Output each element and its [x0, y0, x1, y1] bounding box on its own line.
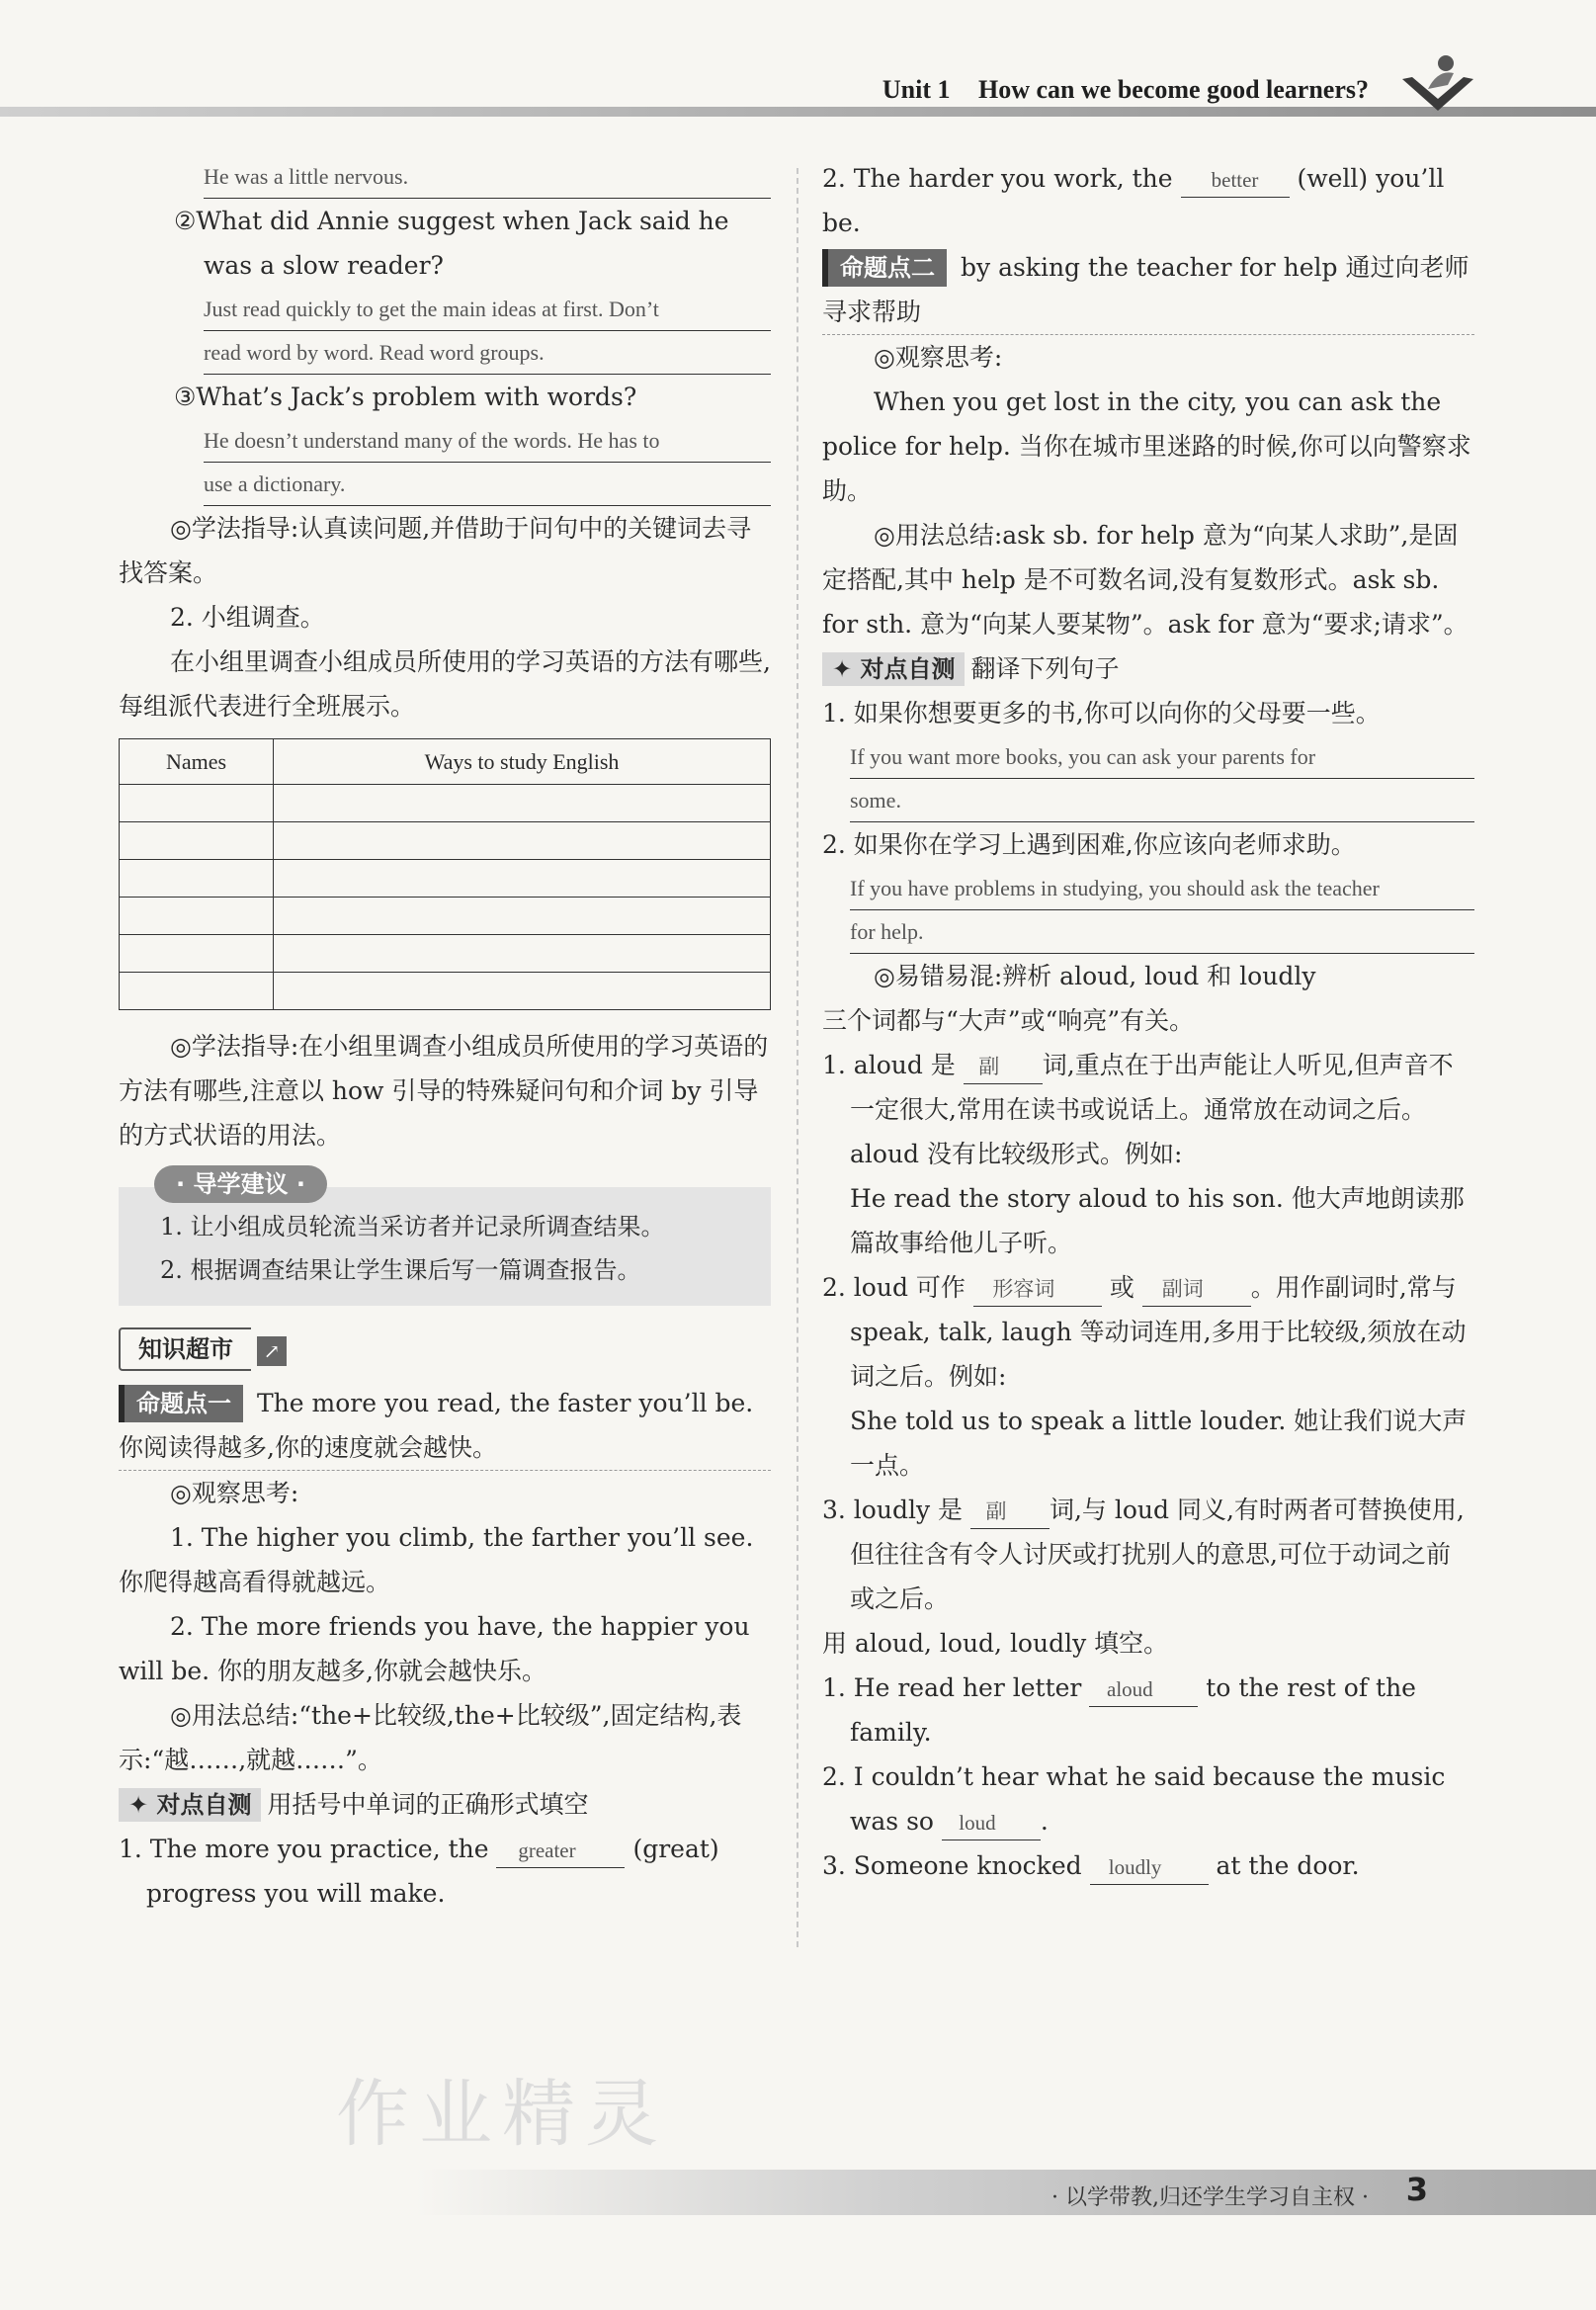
self-test-instruction: 用括号中单词的正确形式填空: [267, 1790, 589, 1819]
header-band: [0, 107, 1596, 117]
answer-line: He doesn’t understand many of the words. He has to: [204, 419, 771, 463]
blank: aloud: [1089, 1672, 1198, 1707]
fill-item-3: 3. Someone knocked loudly at the door.: [822, 1843, 1474, 1888]
answer-line: some.: [850, 779, 1474, 822]
exercise-2: 2. The harder you work, the better (well) you’ll be.: [822, 164, 1445, 237]
advice-tag: · 导学建议 ·: [154, 1165, 327, 1203]
blank: 副词: [1142, 1272, 1251, 1307]
confusion-intro: 三个词都与“大声”或“响亮”有关。: [822, 1006, 1195, 1035]
self-test-header: [822, 646, 1474, 691]
point-text: The more you read, the faster you’ll be. 你阅读得越多,你的速度就会越快。: [119, 1389, 754, 1462]
blank: 副: [964, 1050, 1043, 1084]
unit-title: How can we become good learners?: [978, 75, 1369, 104]
observe-example: 1. The higher you climb, the farther you’ll see. 你爬得越高看得就越远。: [119, 1523, 754, 1596]
right-column: [822, 156, 1474, 1888]
self-test-label: ✦ 对点自测: [822, 652, 965, 686]
confusion-example: He read the story aloud to his son. 他大声地朗读那篇故事给他儿子听。: [850, 1184, 1465, 1257]
page-header: [882, 75, 1369, 105]
unit-label: Unit 1: [882, 75, 951, 104]
usage-summary: ◎用法总结:“the+比较级,the+比较级”,固定结构,表示:“越……,就越……”。: [119, 1701, 742, 1774]
translation-1: 1. 如果你想要更多的书,你可以向你的父母要一些。: [822, 699, 1381, 727]
confusion-example: She told us to speak a little louder. 她让我们说大声一点。: [850, 1407, 1468, 1480]
column-divider: [797, 168, 798, 1947]
answer-line: for help.: [850, 910, 1474, 954]
survey-table: [119, 738, 771, 1010]
question-3: ③What’s Jack’s problem with words?: [174, 383, 637, 411]
table-row: [120, 822, 771, 860]
table-row: [120, 935, 771, 973]
translation-2: 2. 如果你在学习上遇到困难,你应该向老师求助。: [822, 830, 1356, 859]
page-number: 3: [1405, 2171, 1428, 2208]
observe-label: ◎观察思考:: [874, 343, 1003, 372]
confusion-item-2: 2. loud 可作 形容词 或 副词 。用作副词时,常与 speak, talk, laugh 等动词连用,多用于比较级,须放在动词之后。例如:: [822, 1273, 1467, 1391]
answer-line: Just read quickly to get the main ideas at first. Don’t: [204, 288, 771, 331]
answer-line: If you want more books, you can ask your parents for: [850, 735, 1474, 779]
table-row: [120, 898, 771, 935]
point-1: [119, 1381, 771, 1471]
answer-block-2: [204, 288, 771, 375]
usage-summary: ◎用法总结:ask sb. for help 意为“向某人求助”,是固定搭配,其中 help 是不可数名词,没有复数形式。ask sb. for sth. 意为“向某人要某物”。ask for 意为“要求;请求”。: [822, 521, 1469, 639]
blank: 形容词: [973, 1272, 1102, 1307]
survey-description: 在小组里调查小组成员所使用的学习英语的方法有哪些,每组派代表进行全班展示。: [119, 647, 771, 721]
exercise-1: 1. The more you practice, the greater (great) progress you will make.: [119, 1835, 719, 1908]
market-label: 知识超市: [119, 1327, 251, 1371]
table-header-row: [120, 739, 771, 785]
advice-item: 1. 让小组成员轮流当采访者并记录所调查结果。: [160, 1213, 665, 1241]
confusion-item-3: 3. loudly 是 副 词,与 loud 同义,有时两者可替换使用,但往往含有令人讨厌或打扰别人的意思,可位于动词之前或之后。: [822, 1496, 1465, 1613]
answer-block-t2: [850, 867, 1474, 954]
knowledge-market: [119, 1314, 771, 1381]
blank: loud: [942, 1806, 1041, 1840]
observe-example: When you get lost in the city, you can ask the police for help. 当你在城市里迷路的时候,你可以向警察求助。: [822, 387, 1471, 505]
study-guide-2: ◎学法指导:在小组里调查小组成员所使用的学习英语的方法有哪些,注意以 how 引导的特殊疑问句和介词 by 引导的方式状语的用法。: [119, 1032, 769, 1150]
watermark: 作业精灵: [336, 2072, 668, 2157]
blank: greater: [496, 1834, 625, 1868]
study-guide-1: ◎学法指导:认真读问题,并借助于问句中的关键词去寻找答案。: [119, 514, 752, 587]
column-header-ways: Ways to study English: [274, 739, 771, 785]
blank: 副: [970, 1495, 1050, 1529]
fill-item-2: 2. I couldn’t hear what he said because the music was so loud .: [822, 1754, 1474, 1843]
point-text: by asking the teacher for help 通过向老师寻求帮助: [822, 253, 1470, 326]
blank: loudly: [1090, 1850, 1209, 1885]
answer-block-t1: [850, 735, 1474, 822]
table-row: [120, 860, 771, 898]
confusion-title: ◎易错易混:辨析 aloud, loud 和 loudly: [874, 962, 1316, 990]
survey-title: 2. 小组调查。: [170, 603, 325, 632]
answer-line: use a dictionary.: [204, 463, 771, 506]
footer-slogan: · 以学带教,归还学生学习自主权 ·: [1051, 2185, 1369, 2210]
fill-title: 用 aloud, loud, loudly 填空。: [822, 1629, 1169, 1658]
point-tag: 命题点二: [822, 249, 947, 287]
answer-line: If you have problems in studying, you should ask the teacher: [850, 867, 1474, 910]
observe-example: 2. The more friends you have, the happier you will be. 你的朋友越多,你就会越快乐。: [119, 1612, 750, 1685]
arrow-icon: ↗: [257, 1336, 287, 1366]
observe-label: ◎观察思考:: [170, 1479, 299, 1507]
confusion-item-1: 1. aloud 是 副 词,重点在于出声能让人听见,但声音不一定很大,常用在读书或说话上。通常放在动词之后。aloud 没有比较级形式。例如:: [822, 1051, 1454, 1168]
question-2: ②What did Annie suggest when Jack said he was a slow reader?: [174, 207, 729, 280]
self-test-header: [119, 1782, 771, 1827]
advice-box: [119, 1170, 771, 1306]
answer-block-3: [204, 419, 771, 506]
fill-item-1: 1. He read her letter aloud to the rest of the family.: [822, 1673, 1416, 1747]
advice-item: 2. 根据调查结果让学生课后写一篇调查报告。: [160, 1256, 641, 1284]
answer-line: read word by word. Read word groups.: [204, 331, 771, 375]
book-logo-icon: [1398, 49, 1477, 119]
table-row: [120, 973, 771, 1010]
blank: better: [1181, 163, 1290, 198]
column-header-names: Names: [120, 739, 274, 785]
answer-line: He was a little nervous.: [204, 156, 771, 199]
self-test-instruction: 翻译下列句子: [970, 654, 1120, 683]
self-test-label: ✦ 对点自测: [119, 1788, 261, 1822]
point-tag: 命题点一: [119, 1385, 243, 1422]
table-row: [120, 785, 771, 822]
point-2: [822, 245, 1474, 335]
left-column: [119, 156, 771, 1916]
